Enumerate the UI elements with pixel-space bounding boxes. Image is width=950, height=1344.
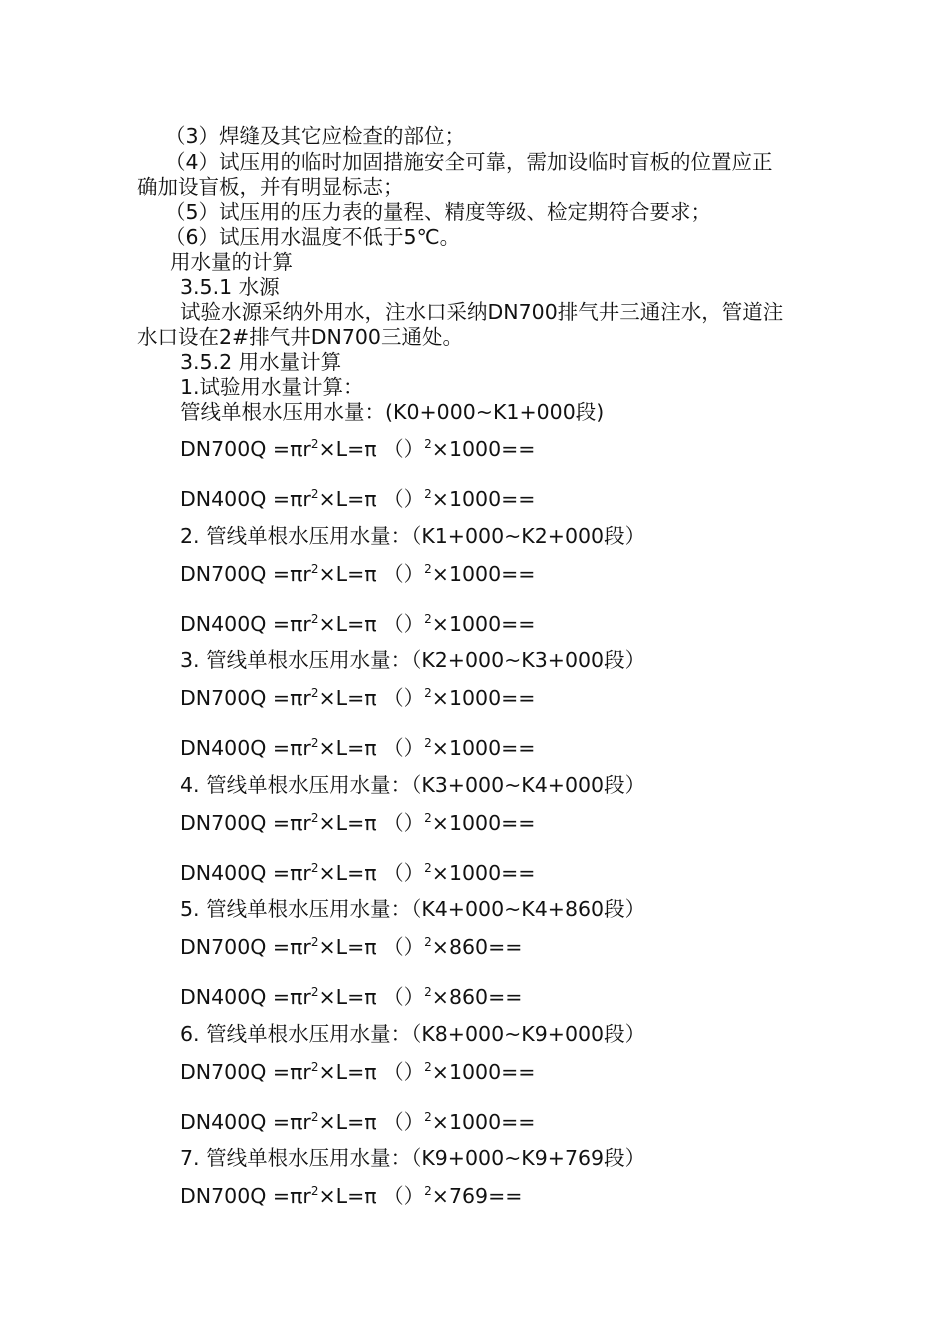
formula-prefix: Q =πr	[250, 561, 311, 586]
exponent-2: 2	[424, 860, 432, 875]
formula-prefix: Q =πr	[250, 487, 311, 511]
exponent-2: 2	[310, 1059, 319, 1074]
formula-dn400	[180, 985, 522, 1009]
formula-suffix: ×1000==	[431, 736, 536, 760]
formula-prefix: Q =πr	[250, 810, 311, 835]
formula-suffix: ×1000==	[431, 611, 536, 636]
exponent-2: 2	[310, 686, 319, 700]
segment-title: 4. 管线单根水压用水量：（K3+000~K4+000段）	[180, 772, 646, 797]
check-item-4: （4）试压用的临时加固措施安全可靠，需加设临时盲板的位置应正	[165, 150, 773, 174]
formula-mid: ×L=π （）	[318, 860, 425, 885]
pipe-size: DN700	[180, 686, 251, 710]
formula-prefix: Q =πr	[250, 736, 311, 760]
formula-suffix: ×860==	[431, 985, 523, 1009]
pipe-size: DN400	[180, 860, 251, 885]
formula-suffix: ×769==	[431, 1184, 523, 1208]
calc-heading: 3.5.2 用水量计算	[180, 350, 342, 374]
pipe-size: DN400	[180, 1109, 251, 1134]
formula-mid: ×L=π （）	[318, 686, 425, 710]
formula-dn700	[180, 686, 535, 710]
segment-title: 3. 管线单根水压用水量：（K2+000~K3+000段）	[180, 648, 646, 672]
pipe-size: DN400	[180, 487, 251, 511]
formula-prefix: Q =πr	[250, 985, 311, 1009]
exponent-2: 2	[424, 1059, 432, 1074]
formula-suffix: ×1000==	[431, 686, 536, 710]
check-item-6: （6）试压用水温度不低于5℃。	[165, 225, 461, 249]
formula-prefix: Q =πr	[250, 860, 311, 885]
exponent-2: 2	[424, 686, 432, 700]
exponent-2: 2	[310, 860, 319, 875]
formula-prefix: Q =πr	[250, 437, 311, 461]
exponent-2: 2	[310, 561, 319, 576]
water-source-heading: 3.5.1 水源	[180, 275, 280, 299]
formula-mid: ×L=π （）	[318, 1184, 425, 1208]
water-source-line-1: 试验水源采纳外用水，注水口采纳DN700排气井三通注水，管道注	[180, 300, 784, 324]
exponent-2: 2	[424, 611, 432, 626]
formula-prefix: Q =πr	[250, 611, 311, 636]
exponent-2: 2	[424, 1184, 432, 1198]
formula-mid: ×L=π （）	[318, 1109, 425, 1134]
exponent-2: 2	[424, 561, 432, 576]
segment-title: 5. 管线单根水压用水量：（K4+000~K4+860段）	[180, 897, 646, 921]
exponent-2: 2	[310, 437, 319, 451]
exponent-2: 2	[424, 736, 432, 750]
formula-mid: ×L=π （）	[318, 985, 425, 1009]
check-item-4-cont: 确加设盲板，并有明显标志；	[137, 175, 404, 199]
formula-dn700	[180, 437, 535, 461]
formula-mid: ×L=π （）	[318, 736, 425, 760]
formula-mid: ×L=π （）	[318, 611, 425, 636]
exponent-2: 2	[424, 437, 432, 451]
exponent-2: 2	[424, 487, 432, 501]
pipe-size: DN700	[180, 810, 251, 835]
pipe-size: DN700	[180, 935, 251, 959]
exponent-2: 2	[424, 935, 432, 949]
exponent-2: 2	[424, 1109, 432, 1124]
formula-suffix: ×860==	[431, 935, 523, 959]
formula-mid: ×L=π （）	[318, 487, 425, 511]
formula-prefix: Q =πr	[250, 1059, 311, 1084]
pipe-size: DN700	[180, 1059, 251, 1084]
pipe-size: DN700	[180, 437, 251, 461]
formula-dn700	[180, 1060, 535, 1084]
formula-mid: ×L=π （）	[318, 1059, 425, 1084]
formula-suffix: ×1000==	[431, 487, 536, 511]
water-source-line-2: 水口设在2#排气井DN700三通处。	[137, 325, 463, 349]
pipe-size: DN400	[180, 985, 251, 1009]
formula-prefix: Q =πr	[250, 1109, 311, 1134]
exponent-2: 2	[310, 985, 319, 999]
pipe-size: DN700	[180, 561, 251, 586]
formula-mid: ×L=π （）	[318, 810, 425, 835]
exponent-2: 2	[310, 935, 319, 949]
formula-suffix: ×1000==	[431, 1059, 536, 1084]
formula-dn400	[180, 487, 535, 511]
pipe-size: DN700	[180, 1184, 251, 1208]
formula-dn400	[180, 1110, 535, 1134]
segment-title: 管线单根水压用水量：(K0+000~K1+000段)	[180, 400, 605, 424]
exponent-2: 2	[424, 985, 432, 999]
formula-prefix: Q =πr	[250, 686, 311, 710]
segment-title: 7. 管线单根水压用水量：（K9+000~K9+769段）	[180, 1146, 646, 1170]
exponent-2: 2	[310, 736, 319, 750]
exponent-2: 2	[310, 1109, 319, 1124]
formula-dn700	[180, 935, 522, 959]
formula-dn700	[180, 811, 535, 835]
formula-dn700	[180, 562, 535, 586]
formula-suffix: ×1000==	[431, 860, 536, 885]
formula-dn400	[180, 612, 535, 636]
exponent-2: 2	[424, 810, 432, 825]
formula-suffix: ×1000==	[431, 437, 536, 461]
formula-prefix: Q =πr	[250, 935, 311, 959]
exponent-2: 2	[310, 611, 319, 626]
formula-suffix: ×1000==	[431, 561, 536, 586]
check-item-3: （3）焊缝及其它应检查的部位；	[165, 124, 466, 148]
formula-dn700	[180, 1184, 522, 1208]
exponent-2: 2	[310, 810, 319, 825]
formula-dn400	[180, 736, 535, 760]
check-item-5: （5）试压用的压力表的量程、精度等级、检定期符合要求；	[165, 200, 712, 224]
formula-mid: ×L=π （）	[318, 561, 425, 586]
exponent-2: 2	[310, 487, 319, 501]
segment-title: 2. 管线单根水压用水量：（K1+000~K2+000段）	[180, 523, 646, 548]
formula-mid: ×L=π （）	[318, 437, 425, 461]
formula-mid: ×L=π （）	[318, 935, 425, 959]
section-heading: 用水量的计算	[170, 250, 293, 274]
formula-suffix: ×1000==	[431, 1109, 536, 1134]
segment-title: 6. 管线单根水压用水量：（K8+000~K9+000段）	[180, 1021, 646, 1046]
exponent-2: 2	[310, 1184, 319, 1198]
pipe-size: DN400	[180, 736, 251, 760]
formula-suffix: ×1000==	[431, 810, 536, 835]
formula-dn400	[180, 861, 535, 885]
pipe-size: DN400	[180, 611, 251, 636]
calc-sub-heading: 1.试验用水量计算：	[180, 375, 364, 399]
formula-prefix: Q =πr	[250, 1184, 311, 1208]
